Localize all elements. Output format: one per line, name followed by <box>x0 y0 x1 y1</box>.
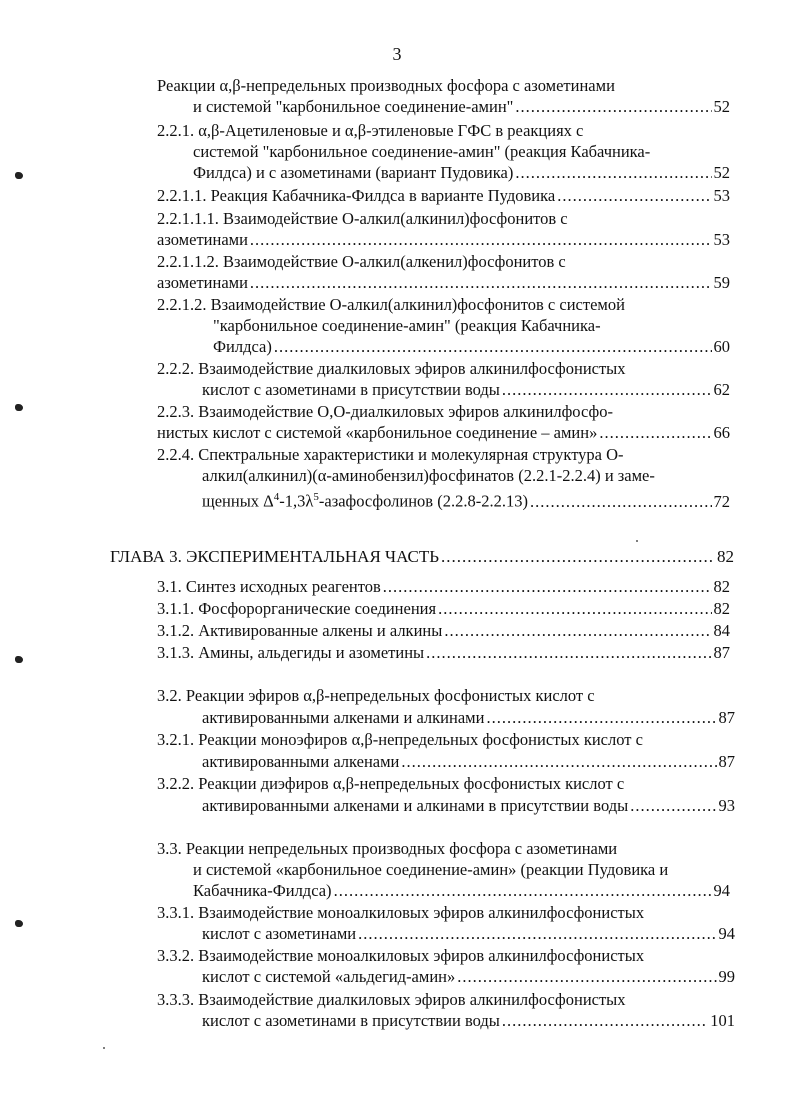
toc-entry-text: 3.1.3. Амины, альдегиды и азометины <box>157 643 425 662</box>
toc-page-number: 82 <box>713 577 730 596</box>
toc-page-number: 101 <box>710 1011 735 1030</box>
toc-entry-text: 2.2.1.1. Реакция Кабачника-Филдса в варианте Пудовика <box>157 186 556 205</box>
toc-entry-text: активированными алкенами и алкинами <box>202 708 485 727</box>
binding-hole-mark <box>15 404 23 411</box>
toc-3-3-3-line1: 3.3.3. Взаимодействие диалкиловых эфиров алкинилфосфонистых <box>157 990 626 1009</box>
toc-3-3-1-line1: 3.3.1. Взаимодействие моноалкиловых эфиров алкинилфосфонистых <box>157 903 645 922</box>
toc-entry-2-2-1 <box>193 163 730 183</box>
toc-2-2-line1: Реакции α,β-непредельных производных фосфора с азометинами <box>157 76 615 95</box>
toc-2-2-1-line1: 2.2.1. α,β-Ацетиленовые и α,β-этиленовые ГФС в реакциях с <box>157 121 584 140</box>
toc-entry-2-2-1-1-2 <box>157 273 730 293</box>
toc-entry-text: Филдса) и с азометинами (вариант Пудовика) <box>193 163 514 182</box>
dot-leader <box>274 337 712 357</box>
toc-entry-3-3-3 <box>202 1011 735 1031</box>
dot-leader <box>502 1011 708 1031</box>
toc-page-number: 93 <box>718 796 735 815</box>
toc-2-2-4-line1: 2.2.4. Спектральные характеристики и молекулярная структура О- <box>157 445 624 464</box>
toc-3-2-2-line1: 3.2.2. Реакции диэфиров α,β-непредельных фосфонистых кислот с <box>157 774 625 793</box>
toc-page-number: 82 <box>717 547 734 566</box>
dot-leader <box>444 621 711 641</box>
dot-leader <box>383 577 712 597</box>
toc-entry-text: кислот с системой «альдегид-амин» <box>202 967 456 986</box>
toc-chapter-3 <box>110 547 734 567</box>
dot-leader <box>515 97 711 117</box>
toc-2-2-1-2-line1: 2.2.1.2. Взаимодействие О-алкил(алкинил)фосфонитов с системой <box>157 295 625 314</box>
toc-page-number: 59 <box>713 273 730 292</box>
toc-entry-text: щенных $\Delta^4-1,3\lambda^5$-азафосфолинов (2.2.8-2.2.13) <box>202 491 528 511</box>
toc-2-2-1-line2: системой "карбонильное соединение-амин" (реакция Кабачника- <box>193 142 651 161</box>
dot-leader <box>441 547 715 567</box>
scan-speck <box>103 1047 105 1049</box>
toc-2-2-4-line2: алкил(алкинил)(α-аминобензил)фосфинатов (2.2.1-2.2.4) и заме- <box>202 466 655 485</box>
toc-entry-text: кислот с азометинами в присутствии воды <box>202 380 500 399</box>
toc-entry-3-3-2 <box>202 967 735 987</box>
dot-leader <box>599 423 711 443</box>
toc-page-number: 82 <box>713 599 730 618</box>
chapter-title: ГЛАВА 3. ЭКСПЕРИМЕНТАЛЬНАЯ ЧАСТЬ <box>110 547 440 566</box>
toc-3-3-2-line1: 3.3.2. Взаимодействие моноалкиловых эфиров алкинилфосфонистых <box>157 946 645 965</box>
toc-entry-3-3 <box>193 881 730 901</box>
toc-entry-text: Кабачника-Филдса) <box>193 881 332 900</box>
toc-entry-2-2-1-1 <box>157 186 730 206</box>
toc-entry-text: активированными алкенами <box>202 752 400 771</box>
toc-page-number: 52 <box>713 163 730 182</box>
dot-leader <box>250 273 712 293</box>
toc-3-3-line1: 3.3. Реакции непредельных производных фосфора с азометинами <box>157 839 618 858</box>
toc-entry-text: азометинами <box>157 230 248 249</box>
toc-page-number: 62 <box>713 380 730 399</box>
toc-3-2-1-line1: 3.2.1. Реакции моноэфиров α,β-непредельных фосфонистых кислот с <box>157 730 643 749</box>
dot-leader <box>457 967 716 987</box>
toc-entry-2-2-1-1-1 <box>157 230 730 250</box>
toc-page-number: 53 <box>713 186 730 205</box>
toc-2-2-1-1-1-line1: 2.2.1.1.1. Взаимодействие О-алкил(алкинил)фосфонитов с <box>157 209 568 228</box>
toc-entry-2-2-1-2 <box>213 337 730 357</box>
scan-speck <box>636 540 638 542</box>
toc-3-3-line2: и системой «карбонильное соединение-амин» (реакции Пудовика и <box>193 860 669 879</box>
toc-entry-text: 3.1. Синтез исходных реагентов <box>157 577 381 596</box>
toc-page-number: 99 <box>718 967 735 986</box>
binding-hole-mark <box>15 656 23 663</box>
toc-entry-3-1 <box>157 577 730 597</box>
toc-entry-text: 3.1.1. Фосфорорганические соединения <box>157 599 437 618</box>
toc-page-number: 87 <box>718 708 735 727</box>
toc-page-number: 87 <box>713 643 730 662</box>
toc-entry-2-2-4 <box>202 487 730 512</box>
dot-leader <box>530 492 712 512</box>
toc-2-2-1-2-line2: "карбонильное соединение-амин" (реакция Кабачника- <box>213 316 601 335</box>
dot-leader <box>426 643 711 663</box>
binding-hole-mark <box>15 172 23 179</box>
toc-page-number: 94 <box>718 924 735 943</box>
toc-entry-text: Филдса) <box>213 337 272 356</box>
dot-leader <box>515 163 711 183</box>
toc-entry-text: нистых кислот с системой «карбонильное соединение – амин» <box>157 423 598 442</box>
toc-page-number: 72 <box>713 491 730 511</box>
toc-entry-3-1-3 <box>157 643 730 663</box>
dot-leader <box>358 924 716 944</box>
toc-2-2-2-line1: 2.2.2. Взаимодействие диалкиловых эфиров алкинилфосфонистых <box>157 359 626 378</box>
dot-leader <box>630 796 716 816</box>
dot-leader <box>401 752 716 772</box>
dot-leader <box>502 380 712 400</box>
toc-entry-2-2-2 <box>202 380 730 400</box>
toc-page-number: 60 <box>713 337 730 356</box>
dot-leader <box>334 881 712 901</box>
toc-page-number: 94 <box>713 881 730 900</box>
toc-entry-3-2-2 <box>202 796 735 816</box>
toc-entry-text: 3.1.2. Активированные алкены и алкины <box>157 621 443 640</box>
toc-entry-3-2-1 <box>202 752 735 772</box>
toc-entry-text: кислот с азометинами <box>202 924 357 943</box>
toc-entry-text: кислот с азометинами в присутствии воды <box>202 1011 500 1030</box>
toc-3-2-line1: 3.2. Реакции эфиров α,β-непредельных фосфонистых кислот с <box>157 686 595 705</box>
toc-entry-text: активированными алкенами и алкинами в присутствии воды <box>202 796 629 815</box>
page-number: 3 <box>392 44 402 64</box>
toc-page-number: 52 <box>713 97 730 116</box>
toc-entry-text: азометинами <box>157 273 248 292</box>
dot-leader <box>438 599 711 619</box>
toc-entry-2-2-3 <box>157 423 730 443</box>
toc-page-number: 53 <box>713 230 730 249</box>
dot-leader <box>250 230 712 250</box>
toc-2-2-3-line1: 2.2.3. Взаимодействие О,О-диалкиловых эфиров алкинилфосфо- <box>157 402 613 421</box>
toc-entry-3-2 <box>202 708 735 728</box>
dot-leader <box>557 186 711 206</box>
toc-2-2-1-1-2-line1: 2.2.1.1.2. Взаимодействие О-алкил(алкенил)фосфонитов с <box>157 252 566 271</box>
toc-entry-2-2 <box>193 97 730 117</box>
toc-page-number: 87 <box>718 752 735 771</box>
toc-entry-text: и системой "карбонильное соединение-амин" <box>193 97 514 116</box>
toc-entry-3-3-1 <box>202 924 735 944</box>
binding-hole-mark <box>15 920 23 927</box>
toc-entry-3-1-2 <box>157 621 730 641</box>
toc-entry-3-1-1 <box>157 599 730 619</box>
dot-leader <box>486 708 716 728</box>
toc-page-number: 84 <box>713 621 730 640</box>
toc-page-number: 66 <box>713 423 730 442</box>
